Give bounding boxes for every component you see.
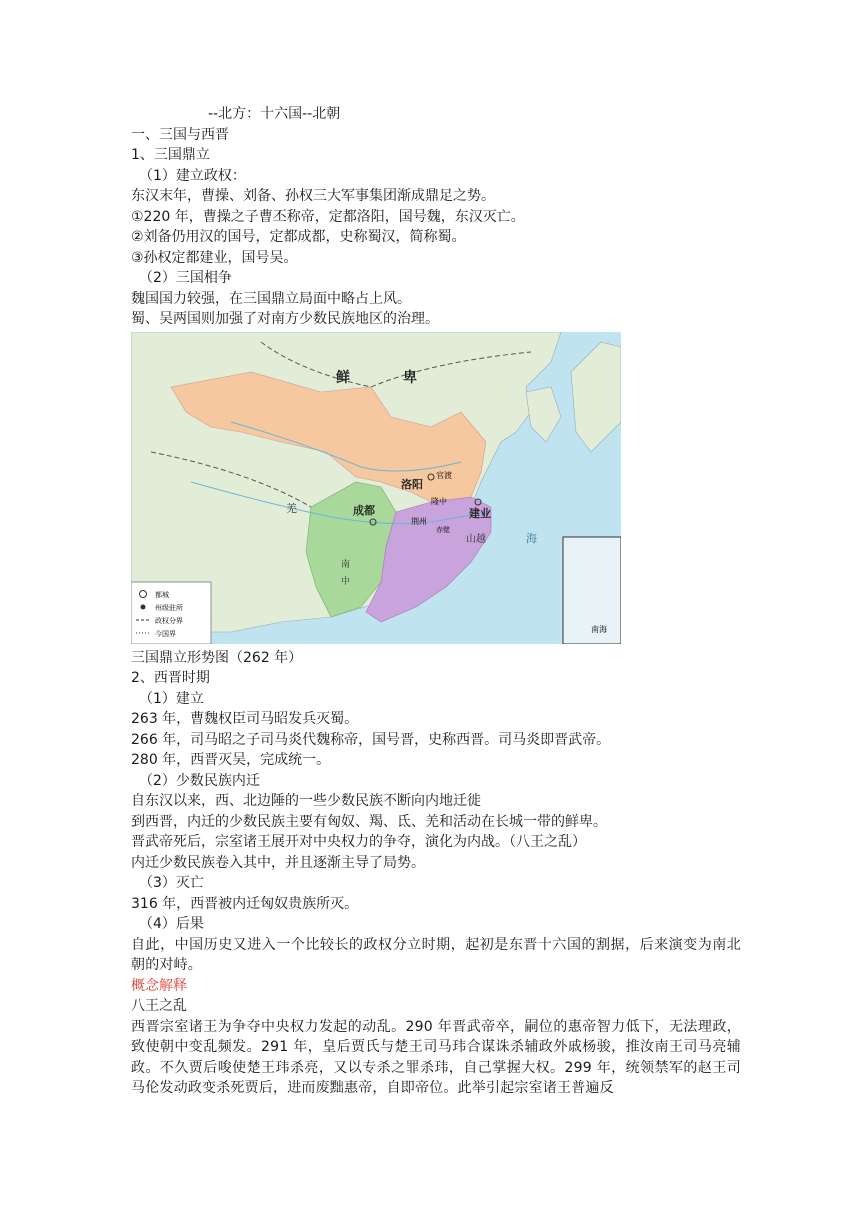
label-chibi: 赤壁: [436, 525, 450, 534]
text-line: ①220 年，曹操之子曹丕称帝，定都洛阳，国号魏，东汉灭亡。: [131, 208, 525, 225]
text-line: 280 年，西晋灭吴，完成统一。: [131, 752, 331, 768]
paragraph: 自此，中国历史又进入一个比较长的政权分立时期，起初是东晋十六国的割据，后来演变为南北朝的对峙。: [131, 936, 741, 973]
document-body: [131, 104, 741, 1099]
legend-capital: 都城: [155, 590, 169, 599]
legend-prefecture: 州级驻所: [155, 603, 183, 612]
map-svg: [131, 332, 621, 644]
text-line: 263 年，曹魏权臣司马昭发兵灭蜀。: [131, 711, 359, 727]
item-heading: （4）后果: [139, 916, 204, 932]
subsection-title: 2、西晋时期: [131, 670, 210, 686]
item-heading: （2）三国相争: [139, 270, 232, 286]
text-line: 自东汉以来，西、北边陲的一些少数民族不断向内地迁徙: [131, 793, 481, 809]
label-jianye: 建业: [469, 506, 491, 520]
label-nanzhong-1: 南: [341, 559, 351, 570]
label-guandu: 官渡: [436, 470, 452, 480]
text-line: 蜀、吴两国则加强了对南方少数民族地区的治理。: [131, 311, 439, 327]
text-line: 晋武帝死后，宗室诸王展开对中央权力的争夺，演化为内战。（八王之乱）: [131, 834, 586, 850]
concept-term: 八王之乱: [131, 998, 187, 1014]
label-nanzhong-2: 中: [341, 576, 351, 587]
label-sea: 海: [526, 531, 537, 545]
label-xianbei-2: 卑: [403, 369, 417, 386]
item-heading: （1）建立: [139, 690, 204, 707]
section-title: 一、三国与西晋: [131, 126, 229, 143]
text-line: 到西晋，内迁的少数民族主要有匈奴、羯、氐、羌和活动在长城一带的鲜卑。: [131, 813, 607, 830]
text-line: 内迁少数民族卷入其中，并且逐渐主导了局势。: [131, 854, 425, 871]
text-line: ③孙权定都建业，国号吴。: [131, 249, 298, 266]
text-line: 魏国国力较强，在三国鼎立局面中略占上风。: [131, 290, 411, 307]
text-line: ②刘备仍用汉的国号，定都成都，史称蜀汉，简称蜀。: [131, 229, 466, 245]
concept-paragraph: 西晋宗室诸王为争夺中央权力发起的动乱。290 年晋武帝卒，嗣位的惠帝智力低下，无法理政，致使朝中变乱频发。291 年，皇后贾氏与楚王司马玮合谋诛杀辅政外戚杨骏，推汝南王司马亮辅政。不久贾后唆使楚王玮杀亮，又以专杀之罪杀玮，自己掌握大权。299 年，统领禁军的赵王司马伦发动政变杀死贾后，进而废黜惠帝，自即帝位。此举引起宗室诸王普遍反: [131, 1018, 741, 1096]
label-xianbei-1: 鲜: [336, 369, 350, 386]
legend-prefecture-mark: [141, 604, 146, 609]
item-heading: （3）灭亡: [139, 875, 204, 891]
concept-title: 概念解释: [131, 977, 187, 994]
label-longzhong: 隆中: [431, 496, 447, 506]
text-line: 东汉末年，曹操、刘备、孙权三大军事集团渐成鼎足之势。: [131, 188, 495, 204]
text-line: 266 年，司马昭之子司马炎代魏称帝，国号晋，史称西晋。司马炎即晋武帝。: [131, 731, 611, 748]
heading-line: --北方：十六国--北朝: [208, 106, 341, 122]
legend-modern-border: 今国界: [155, 629, 176, 638]
map-caption: 三国鼎立形势图（262 年）: [131, 649, 303, 666]
item-heading: （1）建立政权：: [139, 167, 246, 184]
text-line: 316 年，西晋被内迁匈奴贵族所灭。: [131, 895, 359, 912]
label-qiang: 羌: [286, 501, 297, 515]
item-heading: （2）少数民族内迁: [139, 772, 260, 789]
subsection-title: 1、三国鼎立: [131, 147, 210, 163]
label-luoyang: 洛阳: [401, 477, 423, 491]
three-kingdoms-map: [131, 332, 621, 644]
label-shanyue: 山越: [466, 533, 486, 545]
label-nanhai: 南海: [591, 624, 607, 634]
label-chengdu: 成都: [353, 503, 375, 517]
legend-border: 政权分界: [155, 616, 183, 625]
label-jingzhou: 荆州: [411, 516, 427, 526]
